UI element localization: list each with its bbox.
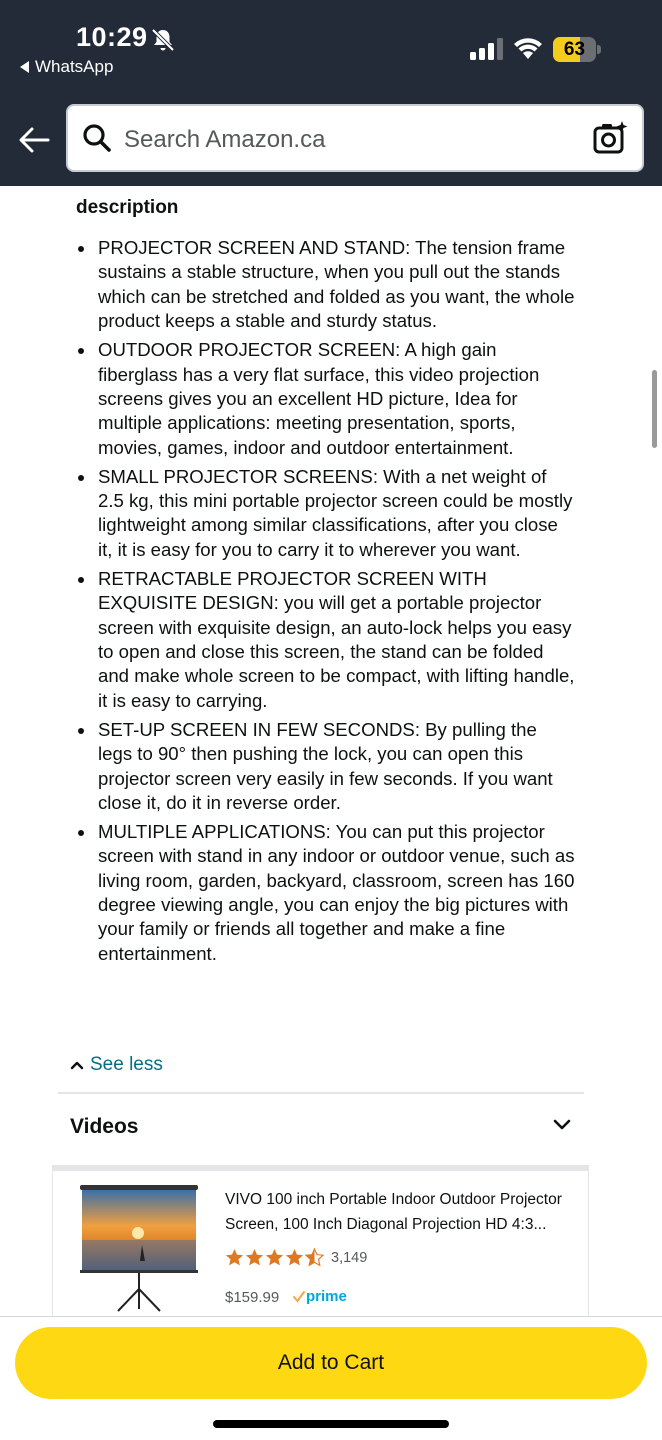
prime-badge [293,1288,347,1305]
list-item: RETRACTABLE PROJECTOR SCREEN WITH EXQUISITE DESIGN: you will get a portable projector screen with exquisite design, an auto-lock helps you easy to open and close this screen, the stand can be folded and make whole screen to be compact, with lifting handle, it is easy to carrying. [76,567,576,713]
list-item: SMALL PROJECTOR SCREENS: With a net weight of 2.5 kg, this mini portable projector screen could be mostly lightweight among similar classifications, after you close it, it is easy for you to carry it to wherever you want. [76,465,576,563]
home-indicator[interactable] [213,1420,449,1428]
product-price: $159.99 [225,1289,280,1306]
battery-percent: 63 [563,39,586,60]
search-input[interactable]: Search Amazon.ca [124,126,326,153]
product-thumbnail[interactable] [78,1185,200,1313]
star-rating [225,1248,367,1267]
divider [58,1092,584,1094]
bottom-action-bar [0,1316,662,1440]
list-item: SET-UP SCREEN IN FEW SECONDS: By pulling the legs to 90° then pushing the lock, you can open this projector screen very easily in few seconds. If you want close it, do it in reverse order. [76,718,576,816]
see-less-link[interactable] [70,1054,163,1076]
star-full-icon [225,1248,244,1267]
search-icon [82,123,112,153]
see-less-label: See less [90,1054,163,1075]
star-full-icon [265,1248,284,1267]
star-full-icon [285,1248,304,1267]
list-item: OUTDOOR PROJECTOR SCREEN: A high gain fiberglass has a very flat surface, this video projection screens gives you an excellent HD picture, Idea for multiple applications: meeting presentation, sports, movies, games, indoor and outdoor entertainment. [76,338,576,460]
wifi-icon [512,36,544,60]
app-header [0,0,662,186]
back-to-app-link[interactable] [20,57,113,77]
bell-muted-icon [150,27,176,53]
cellular-signal-icon [470,38,504,60]
star-full-icon [245,1248,264,1267]
battery-indicator [553,37,601,62]
chevron-down-icon[interactable] [552,1118,572,1132]
rating-count: 3,149 [331,1249,368,1266]
sponsored-product-card[interactable] [52,1171,589,1321]
prime-check-icon [293,1291,305,1303]
back-arrow-icon[interactable] [18,124,50,156]
product-title[interactable]: VIVO 100 inch Portable Indoor Outdoor Projector Screen, 100 Inch Diagonal Projection HD 4:3... [225,1191,562,1233]
chevron-up-icon [70,1060,84,1070]
back-app-label: WhatsApp [35,57,114,76]
list-item: MULTIPLE APPLICATIONS: You can put this projector screen with stand in any indoor or outdoor venue, such as living room, garden, backyard, classroom, screen has 160 degree viewing angle, you can enjoy the big pictures with your family or friends all together and make a fine entertainment. [76,820,576,966]
status-time: 10:29 [76,22,148,52]
search-bar[interactable] [66,104,644,172]
scrollbar[interactable] [652,370,657,448]
add-to-cart-button[interactable]: Add to Cart [15,1327,647,1399]
prime-label: prime [306,1288,347,1305]
videos-section-title[interactable]: Videos [70,1115,139,1138]
feature-bullets [76,236,576,971]
list-item: PROJECTOR SCREEN AND STAND: The tension frame sustains a stable structure, when you pull out the stands which can be stretched and folded as you want, the whole product keeps a stable and sturdy status. [76,236,576,334]
camera-search-icon[interactable] [592,120,628,156]
star-half-icon [305,1248,324,1267]
spec-label: description [76,197,179,218]
back-triangle-icon [20,61,29,73]
